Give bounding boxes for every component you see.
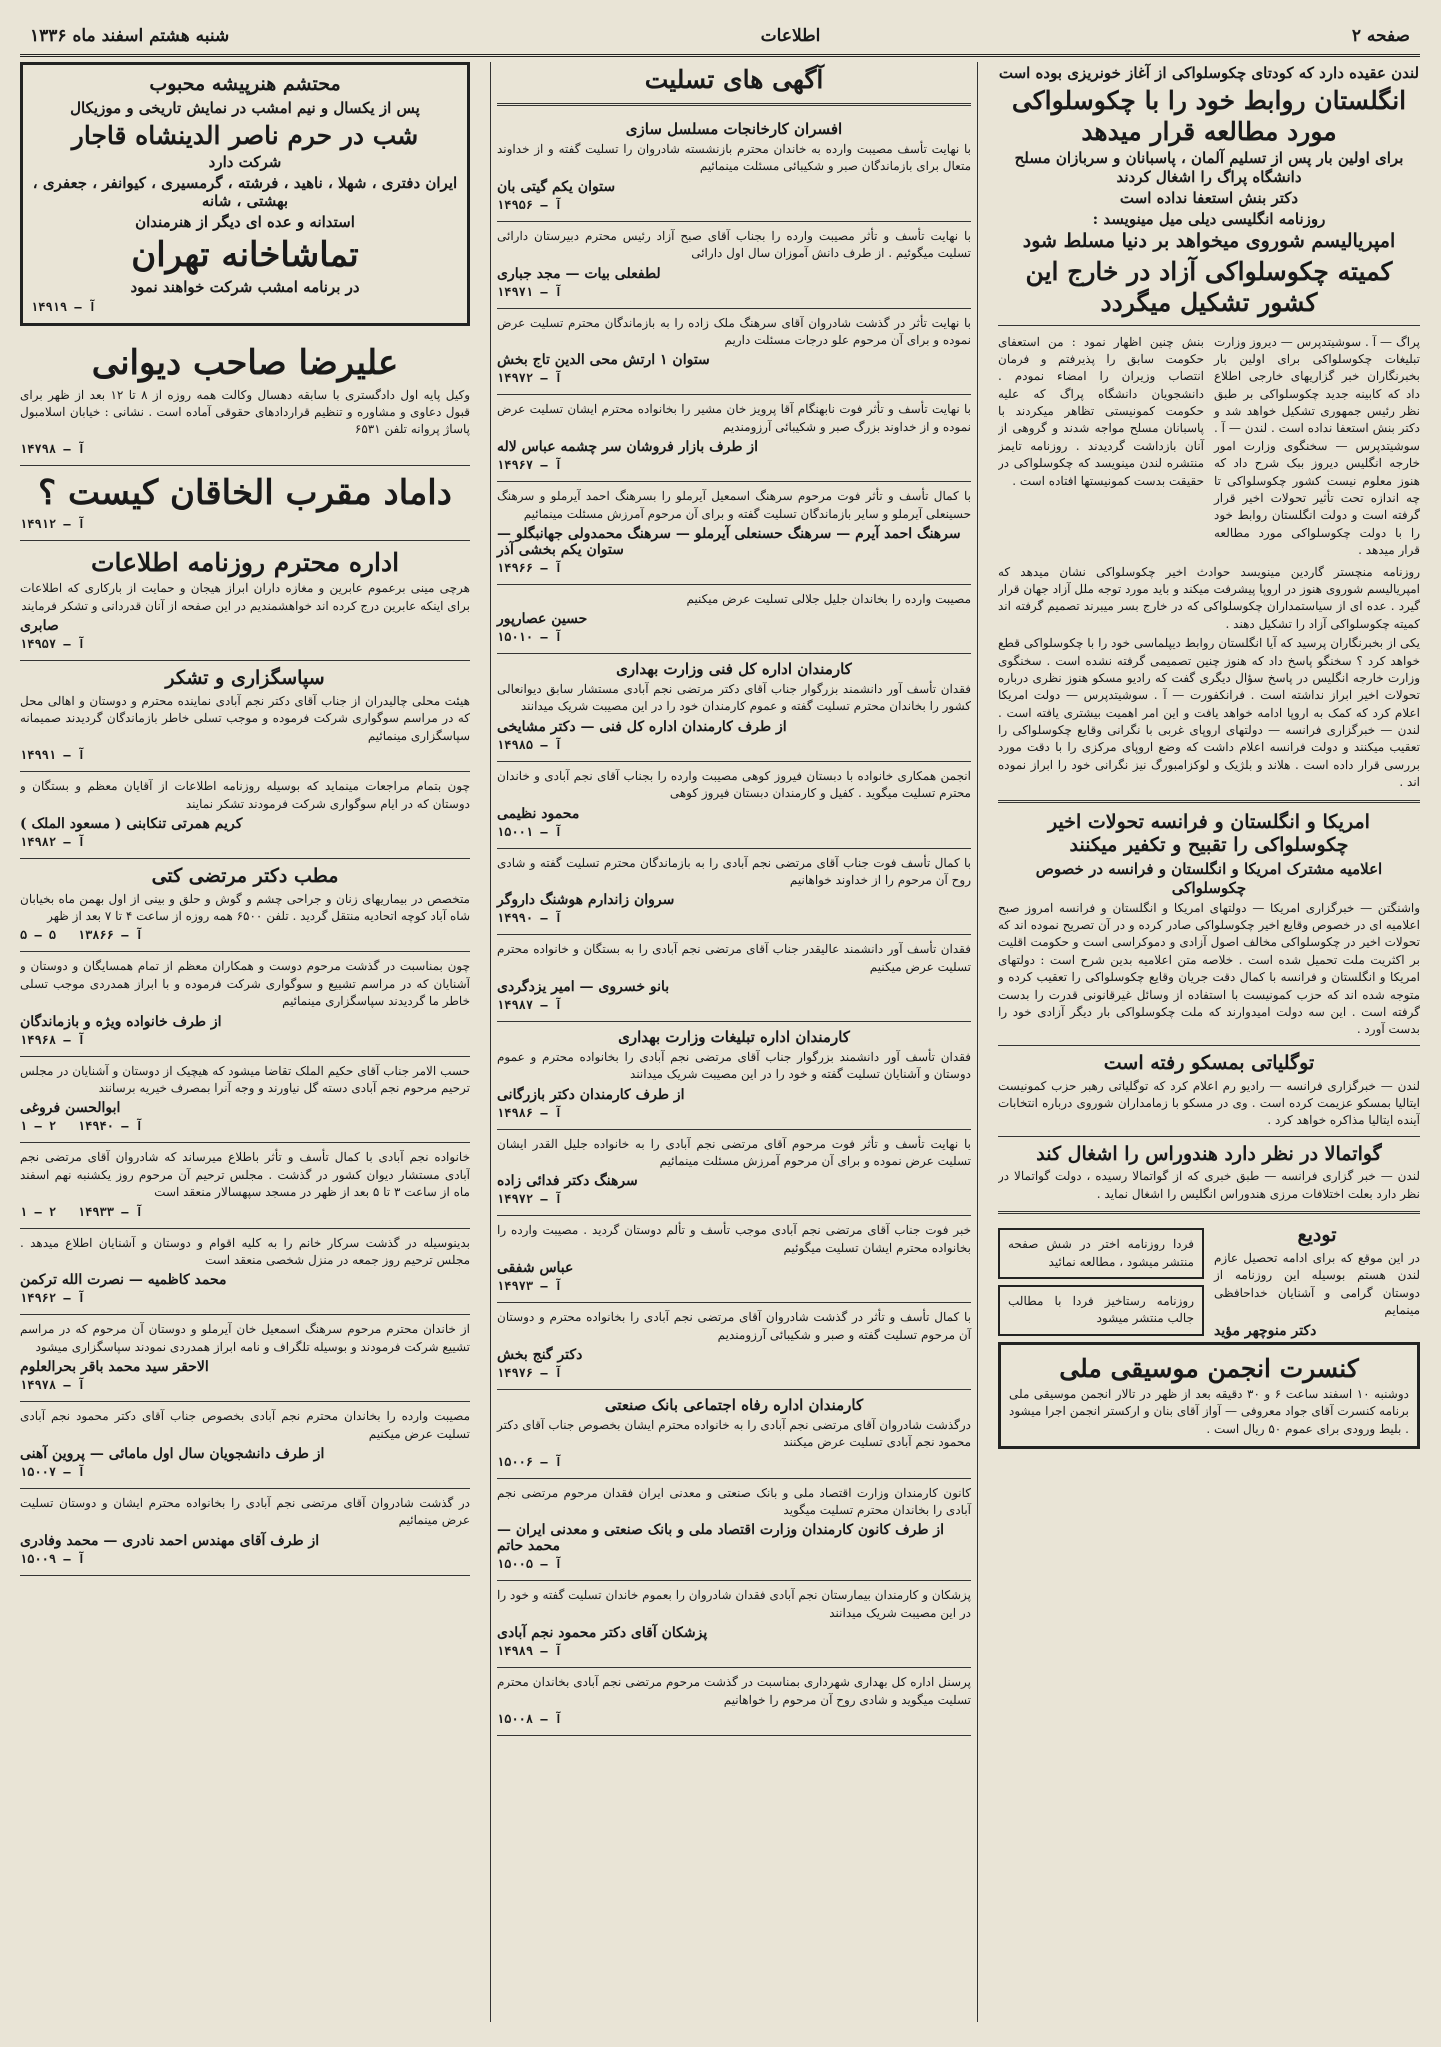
condolence-ad-text: با نهایت تأثر در گذشت شادروان آقای سرهنگ ملک زاده را به بازماندگان محترم تسلیت عرض نموده و برای آن مرحوم علو درجات مسئلت داریم	[497, 315, 971, 347]
last2-text: در گذشت شادروان آقای مرتضی نجم آبادی را بخانواده محترم ایشان و دوستان تسلیت عرض مینمائیم	[20, 1495, 470, 1528]
condolence-ad-text: خبر فوت جناب آقای مرتضی نجم آبادی موجب تأسف و تألم دوستان گردید . مصیبت وارده را بخانواده محترم ایشان تسلیت میگوئیم	[497, 1223, 971, 1255]
condolence-ad-code: آ — ۱۴۹۷۲	[497, 371, 563, 386]
news-kicker: لندن عقیده دارد که کودتای چکوسلواکی از آغاز خونریزی بوده است	[998, 64, 1420, 82]
condolence-column	[490, 62, 978, 2022]
thanks-code: آ — ۱۴۹۹۱	[20, 748, 86, 763]
mourning-code: آ — ۱۴۹۳۳ ۲ — ۱	[20, 1204, 143, 1219]
last-signature: از طرف دانشجویان سال اول مامائی — پروین آهنی	[20, 1445, 325, 1462]
condolence-ad	[497, 762, 971, 849]
concert-ad	[998, 1342, 1420, 1449]
clinic-code: آ — ۱۳۸۶۶ ۵ — ۵	[20, 928, 143, 943]
condolence-ad-text: فقدان تأسف آور دانشمند عالیقدر جناب آقای مرتضی نجم آبادی را به بستگان و خانواده محترم تسلیت عرض میکنیم	[497, 942, 971, 974]
news-headline-4: امریکا و انگلستان و فرانسه تحولات اخیر چکوسلواکی را تقبیح و تکفیر میکنند	[1048, 810, 1370, 857]
condolence-ad-text: با نهایت تأسف مصیبت وارده به خاندان محترم بازنشسته شادروان را تسلیت گفته و از خداوند متعال برای بازماندگان صبر و شکیبائی مسئلت مینمائیم	[497, 142, 971, 174]
ads-column	[20, 62, 470, 2022]
family-signature: از طرف خانواده ویژه و بازماندگان	[20, 1013, 222, 1030]
office-title: اداره محترم روزنامه اطلاعات	[90, 548, 400, 578]
theater-code: آ — ۱۴۹۱۹	[31, 300, 97, 314]
condolence-ad	[497, 935, 971, 1022]
theater-venue: تماشاخانه تهران	[131, 234, 359, 275]
condolence-ad-text: با نهایت تأسف و تأثر مصیبت وارده را بجناب آقای صبح آزاد رئیس محترم دبیرستان دارائی تسلیت میگوئیم . از طرف دانش آموزان سال اول دارائی	[497, 228, 971, 261]
notice-signature: محمد کاظمیه — نصرت الله ترکمن	[20, 1272, 227, 1289]
condolence-ad	[497, 1130, 971, 1217]
condolence-ad	[497, 1303, 971, 1390]
condolence-ad-signature: محمود نظیمی	[497, 805, 580, 822]
page-number: صفحه ۲	[1351, 26, 1410, 46]
news-subhead-2: دکتر بنش استعفا نداده است	[1119, 188, 1299, 207]
question-code: آ — ۱۴۹۱۲	[20, 517, 86, 532]
memorial-ad	[20, 1057, 470, 1144]
condolence-ad-text: فقدان تأسف آور دانشمند بزرگوار جناب آقای دکتر مرتضی نجم آبادی مستشار سابق دیوانعالی کشور را بخاندان محترم تسلیت گفته و عموم کارمندان خود را در این مصیبت شریک میدانند	[497, 682, 971, 714]
condolence-ad-code: آ — ۱۵۰۰۸	[497, 1711, 563, 1726]
news-body-a: پراگ — آ . سوشیتدپرس — دیروز وزارت تبلیغات چکوسلواکی برای اولین بار بخبرنگاران خبر گزاریهای خارجی اطلاع داد که کابینه جدید چکوسلواکی بر طبق نظر رئیس جمهوری تشکیل خواهد شد و دکتر بنش استعفا نداده است . لندن — آ . سوشیتدپرس — سخنگوی وزارت امور خارجه انگلیس دیروز ببک شرح داد که هنوز معلوم نیست کشور چکوسلواکی تا چه اندازه تحت تأثیر تحولات اخیر قرار گرفته است و دولت انگلستان روابط خود را با دولت چکوسلواکی مورد مطالعه قرار میدهد .	[1214, 334, 1420, 558]
thanks2-signature: کریم همرتی تنکابنی ( مسعود الملک )	[20, 815, 243, 832]
news-headline-6: توگلیاتی بمسکو رفته است	[1103, 1051, 1315, 1074]
condolence-ad-code: آ — ۱۵۰۰۶	[497, 1454, 563, 1469]
lawyer-ad	[20, 336, 470, 466]
news-headline: انگلستان روابط خود را با چکوسلواکی مورد مطالعه قرار میدهد	[1011, 85, 1407, 146]
family-ad	[20, 952, 470, 1056]
clinic-ad	[20, 859, 470, 953]
news-body-f: لندن — خبر گزاری فرانسه — طبق خبری که از گواتمالا رسیده ، دولت گواتمالا در نظر دارد بعلت اختلافات مرزی هندوراس انگلیس را اشغال نماید .	[998, 1169, 1420, 1201]
news-headline-2: امپریالیسم شوروی میخواهد بر دنیا مسلط شود	[1022, 230, 1396, 253]
thanks2-code: آ — ۱۴۹۸۲	[20, 834, 86, 849]
condolence-ad-text: کانون کارمندان وزارت اقتصاد ملی و بانک صنعتی و معدنی ایران فقدان مرحوم مرتضی نجم آبادی را بخاندان محترم تسلیت میگوید	[497, 1485, 971, 1517]
condolence-ad	[497, 1479, 971, 1582]
office-text: هرچی مینی برعموم عابرین و مغازه داران ابراز هیجان و حمایت از بارکاری که اطلاعات برای اینکه عابرین درج کرده اند خواهشمندیم در این صفحه از آنان قدردانی و تشکر فرمایند	[20, 581, 470, 613]
news-body-d: واشنگتن — خبرگزاری امریکا — دولتهای امریکا و انگلستان و فرانسه امروز صبح اعلامیه ای در خصوص وقایع اخیر چکوسلواکی صادر کرده و در آن تصریح نموده اند که تحولات اخیر در چکوسلواکی مخالف اصول آزادی و دموکراسی است و حکومت اقلیت بر اکثریت ملت تحمیل شده است . خلاصه متن اعلامیه بدین شرح است : دولتهای امریکا و انگلستان و فرانسه با کمال دقت جریان وقایع چکوسلواکی را تعقیب کرده و متوجه شده اند که حزب کمونیست با استفاده از وسائل غیرقانونی قدرت را بدست گرفته است . این سه دولت امیدوارند که ملت چکوسلواکی بار دیگر آزادی خود را بدست آورد .	[998, 900, 1420, 1037]
issue-date: شنبه هشتم اسفند ماه ۱۳۳۶	[30, 26, 230, 46]
notice-ad	[20, 1229, 470, 1316]
condolence-ad	[497, 395, 971, 482]
concert-title: کنسرت انجمن موسیقی ملی	[1059, 1353, 1359, 1383]
condolence-ad	[497, 1022, 971, 1130]
condolence-ad-text: با کمال تأسف و تأثر در گذشت شادروان آقای مرتضی نجم آبادی را بخانواده محترم و دوستان آن مرحوم تسلیت گفته و صبر و شکیبائی آرزومندیم	[497, 1310, 971, 1342]
farewell-text: در این موقع که برای ادامه تحصیل عازم لندن هستم بوسیله این روزنامه از دوستان گرامی و آشنایان خداحافظی مینمایم	[1214, 1250, 1420, 1318]
paper-name: اطلاعات	[760, 26, 821, 46]
condolence-ad-text: با کمال تأسف و تأثر فوت مرحوم سرهنگ اسمعیل آیرملو را بسرهنگ احمد آیرملو و سرهنگ حسینعلی آیرملو و سایر بازماندگان تسلیت گفته و برای آن مرحوم آمرزش مسئلت مینمائیم	[497, 489, 971, 521]
thanks-text: هیئت محلی چالیدران از جناب آقای دکتر نجم آبادی نماینده محترم و دوستان و اهالی محل که در مراسم سوگواری شرکت فرموده و موجب تسلی خاطر بازماندگان گردیدند صمیمانه سپاسگزاری مینمائیم	[20, 693, 470, 743]
family-code: آ — ۱۴۹۶۸	[20, 1032, 86, 1047]
condolence-ad-code: آ — ۱۴۹۸۶	[497, 1105, 563, 1120]
lawyer-name: علیرضا صاحب دیوانی	[91, 343, 399, 383]
last-ad	[20, 1402, 470, 1489]
notice-text: بدینوسیله در گذشت سرکار خانم را به کلیه اقوام و دوستان و آشنایان اطلاع میدهد . مجلس ترحیم روز جمعه در منزل شخصی منعقد است	[20, 1235, 470, 1267]
lawyer-text: وکیل پایه اول دادگستری با سابقه دهسال وکالت همه روزه از ۸ تا ۱۲ بعد از ظهر برای قبول دعاوی و مشاوره و تنظیم قراردادهای حقوقی آماده است . نشانی : خیابان اسلامبول پاساژ پروانه تلفن ۶۵۳۱	[20, 387, 470, 437]
condolence-ad-text: درگذشت شادروان آقای مرتضی نجم آبادی را به خانواده محترم ایشان بخصوص جناب آقای دکتر محمود نجم آبادی تسلیت عرض میکنند	[497, 1417, 971, 1450]
news-body-e: لندن — خبرگزاری فرانسه — رادیو رم اعلام کرد که توگلیاتی رهبر حزب کمونیست ایتالیا بمسکو عزیمت کرده است . وی در مسکو با زمامداران شوروی درباره انتخابات آینده ایتالیا مذاکره خواهد کرد .	[998, 1078, 1420, 1128]
mourning-text: خانواده نجم آبادی با کمال تأسف و تأثر باطلاع میرساند که شادروان آقای مرتضی نجم آبادی مستشار دیوان کشور در گذشت . مجلس ترحیم آن مرحوم روز یکشنبه نهم اسفند ماه از ساعت ۳ تا ۵ بعد از ظهر در مسجد سپهسالار منعقد است	[20, 1150, 470, 1200]
condolence-ad-code: آ — ۱۴۹۷۱	[497, 284, 563, 299]
condolence-ad	[497, 1216, 971, 1303]
condolence-ad-signature: سروان زاندارم هوشنگ داروگر	[497, 892, 675, 909]
condolence-ad-signature: سرهنگ احمد آیرم — سرهنگ حسنعلی آیرملو — سرهنگ محمدولی جهانبگلو — ستوان یکم بخشی آذر	[497, 525, 961, 558]
condolence-ad-text: مصیبت وارده را بخاندان جلیل جلالی تسلیت عرض میکنیم	[686, 591, 971, 606]
notice-box-2: روزنامه رستاخیز فردا با مطالب جالب منتشر میشود	[998, 1285, 1204, 1336]
condolence-ad-code: آ — ۱۴۹۶۶	[497, 560, 563, 575]
notice2-signature: الاحقر سید محمد باقر بحرالعلوم	[20, 1359, 209, 1376]
condolence-ad-code: آ — ۱۵۰۰۱	[497, 824, 563, 839]
condolence-ad-signature: سرهنگ دکتر فدائی زاده	[497, 1173, 638, 1190]
condolence-ad	[497, 114, 971, 222]
theater-cast: ایران دفتری ، شهلا ، ناهید ، فرشته ، گرمسیری ، کیوانفر ، جعفری ، بهشتی ، شانه	[32, 173, 458, 211]
condolence-ad	[497, 1390, 971, 1479]
memorial-code: آ — ۱۴۹۴۰ ۲ — ۱	[20, 1119, 143, 1134]
condolence-ad	[497, 654, 971, 762]
memorial-text: حسب الامر جناب آقای حکیم الملک تقاضا میشود که هیچیک از دوستان و آشنایان در مجلس ترحیم مرحوم نجم آبادی دسته گل نیاورند و وجه آنرا بمصرف خیریه برسانند	[20, 1063, 470, 1095]
thanks-ad	[20, 661, 470, 772]
condolence-ad-signature: از طرف کارمندان دکتر بازرگانی	[497, 1086, 685, 1103]
theater-line-1: پس از یکسال و نیم امشب در نمایش تاریخی و موزیکال	[70, 98, 420, 117]
condolence-ad-text: پرسنل اداره کل بهداری شهرداری بمناسبت در گذشت مرحوم مرتضی نجم آبادی بخاندان محترم تسلیت میگوید و شادی روح آن مرحوم را خواهانیم	[497, 1675, 971, 1707]
news-headline-5: اعلامیه مشترک امریکا و انگلستان و فرانسه در خصوص چکوسلواکی	[1035, 860, 1383, 897]
last-text: مصیبت وارده را بخاندان محترم نجم آبادی بخصوص جناب آقای دکتر محمود نجم آبادی تسلیت عرض میکنیم	[20, 1409, 470, 1441]
newspaper-page	[20, 18, 1420, 2028]
condolence-ad-signature: حسین عصارپور	[497, 611, 588, 628]
notice-code: آ — ۱۴۹۶۲	[20, 1291, 86, 1306]
condolence-ad-signature: بانو خسروی — امیر یزدگردی	[497, 979, 670, 996]
condolence-ad-signature: عباس شفقی	[497, 1260, 574, 1277]
condolence-ad-code: آ — ۱۴۹۸۵	[497, 737, 563, 752]
news-body-extra: یکی از بخبرنگاران پرسید که آیا انگلستان روابط دیپلماسی خود را با چکوسلواکی قطع خواهد کرد ؟ سخنگو پاسخ داد که هنوز چنین تصمیمی گرفته نشده است . سخنگوی وزارت خارجه انگلیس در پاسخ سؤال دیگری گفت که رادیو مسکو هنوز نظری درباره تحولات اخیر ابراز نداشته است . فرانکفورت — آ . سوشیتدپرس — دولت امریکا اعلام کرد که کمک به اروپا ادامه خواهد یافت و این امر اهمیت بیشتری یافته است . لندن — خبرگزاری فرانسه — دولتهای اروپای غربی با نگرانی وقایع چکوسلواکی را تعقیب میکنند و دولت فرانسه اعلام داشت که وضع اروپای مرکزی را با دقت مورد بررسی قرار داده است . هلاند و بلژیک و لوکزامبورگ نیز نگرانی خود را ابراز نموده اند .	[998, 636, 1420, 790]
notice2-code: آ — ۱۴۹۷۸	[20, 1378, 86, 1393]
condolence-ad-code: آ — ۱۴۹۷۲	[497, 1192, 563, 1207]
news-body-b: بنش چنین اظهار نمود : من استعفای حکومت سابق را پذیرفتم و فرمان انتصاب وزیران را امضاء نمودم . دانشجویان دانشگاه پراگ که علیه حکومت کمونیستی تظاهر میکردند با پاسبانان مسلح مواجه شدند و گروهی از آنان بازداشت گردیدند . روزنامه تایمز منتشره لندن مینویسد که چکوسلواکی در حقیقت بدست کمونیستها افتاده است .	[998, 334, 1204, 488]
condolence-ad-signature: از طرف کارمندان اداره کل فنی — دکتر مشایخی	[497, 718, 787, 735]
condolence-title: آگهی های تسلیت	[644, 65, 824, 94]
news-headline-3: کمیته چکوسلواکی آزاد در خارج این کشور تشکیل میگردد	[1025, 257, 1393, 318]
notice2-text: از خاندان محترم مرحوم سرهنگ اسمعیل خان آیرملو و دوستان آن مرحوم که در مراسم تشییع شرکت فرمودند و بوسیله تلگراف و نامه ابراز همدردی نمودند سپاسگزاری میشود	[20, 1322, 470, 1354]
condolence-ad-code: آ — ۱۵۰۰۵	[497, 1557, 563, 1572]
notice-ad-2	[20, 1315, 470, 1402]
condolence-ad	[497, 849, 971, 936]
condolence-ad	[497, 1581, 971, 1668]
condolence-ad-signature: دکتر گنج بخش	[497, 1347, 583, 1364]
condolence-ad-signature: ستوان یکم گیتی بان	[497, 178, 616, 195]
condolence-ad-head: کارمندان اداره کل فنی وزارت بهداری	[616, 660, 852, 679]
news-subhead: برای اولین بار پس از تسلیم آلمان ، پاسبانان و سربازان مسلح دانشگاه پراگ را اشغال کردند	[1014, 149, 1404, 186]
notice-box: فردا روزنامه اختر در شش صفحه منتشر میشود ، مطالعه نمائید	[998, 1228, 1204, 1279]
farewell-title: تودیع	[1297, 1224, 1337, 1247]
thanks-ad-2	[20, 772, 470, 859]
theater-line-3: استدانه و عده ای دیگر از هنرمندان	[135, 213, 355, 231]
clinic-title: مطب دکتر مرتضی کتی	[151, 864, 339, 887]
condolence-ad-head: افسران کارخانجات مسلسل سازی	[625, 120, 843, 139]
theater-ad	[20, 62, 470, 326]
condolence-ad-head: کارمندان اداره رفاه اجتماعی بانک صنعتی	[604, 1396, 864, 1415]
memorial-signature: ابوالحسن فروغی	[20, 1100, 121, 1117]
condolence-ad-code: آ — ۱۵۰۱۰	[497, 630, 563, 645]
condolence-ad-signature: از طرف بازار فروشان سر چشمه عباس لاله	[497, 439, 759, 456]
condolence-ad-signature: لطفعلی بیات — مجد جباری	[497, 265, 661, 282]
condolence-ad	[497, 309, 971, 396]
condolence-ad	[497, 482, 971, 585]
condolence-ad-code: آ — ۱۴۹۷۶	[497, 1366, 563, 1381]
condolence-ad-text: با نهایت تأسف و تأثر فوت نابهنگام آقا پرویز خان مشیر را بخانواده محترم ایشان تسلیت عرض نموده و از خداوند بزرگ صبر و شکیبائی آرزومندیم	[497, 402, 971, 434]
condolence-ad-code: آ — ۱۴۹۶۷	[497, 458, 563, 473]
office-code: آ — ۱۴۹۵۷	[20, 637, 86, 652]
condolence-ad-text: انجمن همکاری خانواده با دبستان فیروز کوهی مصیبت وارده را بجناب آقای نجم آبادی و خاندان محترم تسلیت میگوید . کفیل و کارمندان دبستان فیروز کوهی	[497, 768, 971, 801]
condolence-ad-signature: پزشکان آقای دکتر محمود نجم آبادی	[497, 1625, 708, 1642]
condolence-ad	[497, 585, 971, 654]
lawyer-code: آ — ۱۴۷۹۸	[20, 441, 86, 456]
thanks2-text: چون بتمام مراجعات مینماید که بوسیله روزنامه اطلاعات از آقایان معظم و بستگان و دوستان که در ایام سوگواری شرکت فرمودند تشکر نمایند	[20, 779, 470, 811]
condolence-ad-text: فقدان تأسف آور دانشمند بزرگوار جناب آقای مرتضی نجم آبادی را بخانواده محترم و عموم دوستان و آشنایان تسلیت گفته و خود را در این مصیبت شریک میدانند	[497, 1049, 971, 1082]
masthead	[20, 18, 1420, 57]
family-text: چون بمناسبت در گذشت مرحوم دوست و همکاران معظم از تمام همسایگان و دوستان و آشنایان که در مراسم تشییع و سوگواری شرکت فرموده و با ابراز همدردی موجب تسلی خاطر ما گردیدند سپاسگزاری مینمائیم	[20, 959, 470, 1009]
clinic-text: متخصص در بیماریهای زنان و جراحی چشم و گوش و حلق و بینی از اول بهمن ماه بخیابان شاه آباد کوچه اتحادیه منتقل گردید . تلفن ۶۵۰۰ همه روزه از ساعت ۴ تا ۷ بعد از ظهر	[20, 891, 470, 924]
news-body-c: روزنامه منچستر گاردین مینویسد حوادث اخیر چکوسلواکی نشان میدهد که امپریالیسم شوروی هنوز در اروپا پیشرفت میکند و باید مورد توجه ملل آزاد جهان قرار گیرد . عده ای از سیاستمداران چکوسلواکی که در خارج بسر میبرند تصمیم گرفته اند کمیته چکوسلواکی آزاد را تشکیل دهند .	[998, 564, 1420, 631]
news-headline-7: گواتمالا در نظر دارد هندوراس را اشغال کند	[1036, 1142, 1382, 1165]
last2-code: آ — ۱۵۰۰۹	[20, 1551, 86, 1566]
condolence-ad-signature: ستوان ۱ ارتش محی الدین تاج بخش	[497, 352, 710, 369]
condolence-ad-code: آ — ۱۴۹۵۶	[497, 197, 563, 212]
condolence-ad-text: پزشکان و کارمندان بیمارستان نجم آبادی فقدان شادروان را بعموم خاندان تسلیت گفته و خود را در این مصیبت شریک میدانند	[497, 1588, 971, 1620]
last-code: آ — ۱۵۰۰۷	[20, 1464, 86, 1479]
question-headline: داماد مقرب الخاقان کیست ؟	[38, 472, 452, 513]
condolence-ad-signature: از طرف کانون کارمندان وزارت اقتصاد ملی و بانک صنعتی و معدنی ایران — محمد حاتم	[497, 1522, 944, 1555]
condolence-ad-text: با نهایت تأسف و تأثر فوت مرحوم آقای مرتضی نجم آبادی را به خانواده جلیل القدر ایشان تسلیت عرض نموده و برای آن مرحوم آمرزش مسئلت مینمائیم	[497, 1136, 971, 1169]
condolence-ad-code: آ — ۱۴۹۷۳	[497, 1279, 563, 1294]
concert-text: دوشنبه ۱۰ اسفند ساعت ۶ و ۳۰ دقیقه بعد از ظهر در تالار انجمن موسیقی ملی برنامه کنسرت آقای جواد معروفی — آواز آقای بنان و ارکستر انجمن اجرا میشود . بلیط ورودی برای عموم ۵۰ ریال است .	[1009, 1387, 1409, 1436]
farewell-signature: دکتر منوچهر مؤید	[1214, 1322, 1317, 1339]
news-lead: روزنامه انگلیسی دیلی میل مینویسد :	[1092, 209, 1326, 228]
condolence-ad-code: آ — ۱۴۹۹۰	[497, 911, 563, 926]
condolence-ad-head: کارمندان اداره تبلیغات وزارت بهداری	[618, 1028, 850, 1047]
theater-intro: محتشم هنرپیشه محبوب	[149, 73, 341, 95]
condolence-ad	[497, 1668, 971, 1736]
theater-line-2: شرکت دارد	[208, 152, 282, 171]
condolence-ad-text: با کمال تأسف فوت جناب آقای مرتضی نجم آبادی را به بازماندگان محترم تسلیت گفته و شادی روح آن مرحوم را از خداوند خواهانیم	[497, 855, 971, 887]
thanks-title: سپاسگزاری و تشکر	[165, 667, 325, 690]
last-ad-2	[20, 1489, 470, 1576]
mourning-ad	[20, 1143, 470, 1228]
condolence-ad	[497, 222, 971, 309]
theater-note: در برنامه امشب شرکت خواهند نمود	[130, 278, 360, 297]
question-ad	[20, 466, 470, 542]
condolence-ad-code: آ — ۱۴۹۸۹	[497, 1644, 563, 1659]
last2-signature: از طرف آقای مهندس احمد نادری — محمد وفادری	[20, 1532, 320, 1549]
news-column	[998, 62, 1420, 2022]
theater-title: شب در حرم ناصر الدینشاه قاجار	[71, 120, 419, 150]
condolence-ads	[497, 114, 971, 1736]
office-signature: صابری	[20, 618, 59, 635]
office-ad	[20, 541, 470, 661]
condolence-ad-code: آ — ۱۴۹۸۷	[497, 998, 563, 1013]
